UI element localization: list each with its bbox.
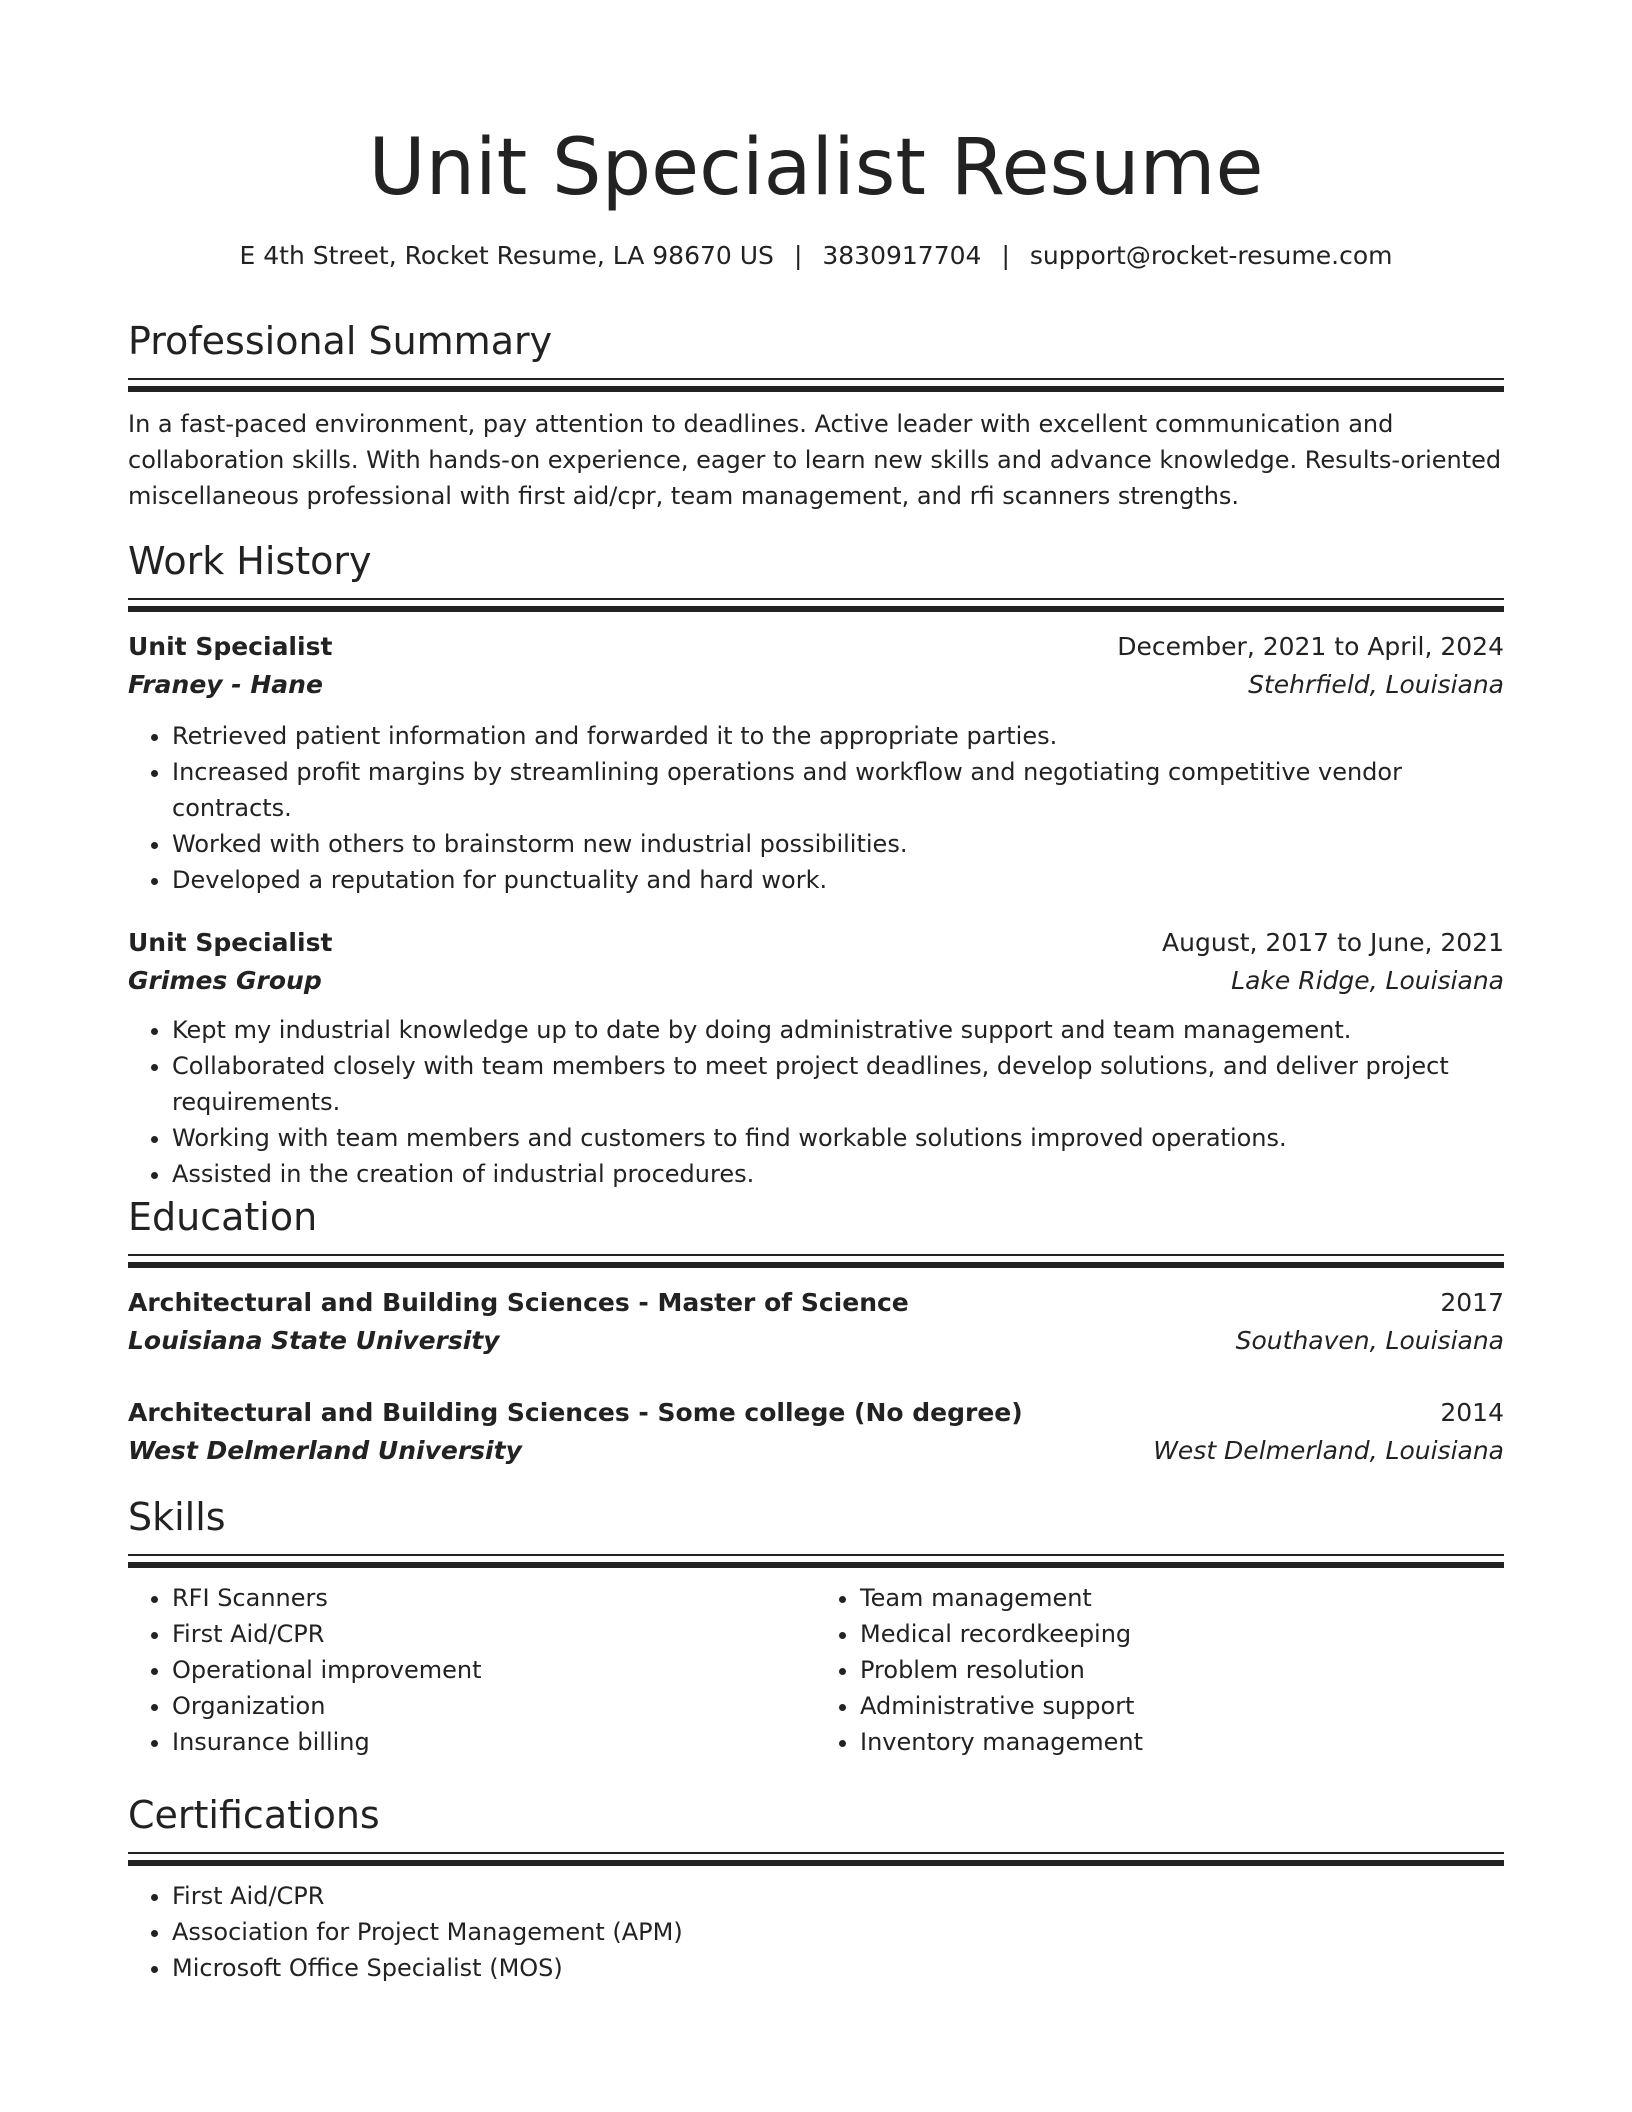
list-item: • RFI Scanners: [172, 1580, 816, 1616]
contact-separator: |: [1001, 241, 1010, 270]
job-location: Lake Ridge, Louisiana: [1231, 966, 1504, 995]
list-item: • Organization: [172, 1688, 816, 1724]
list-item: • Working with team members and customers to find workable solutions improved operations.: [172, 1120, 1504, 1156]
list-item: • Microsoft Office Specialist (MOS): [172, 1950, 1504, 1986]
section-divider: [128, 1852, 1504, 1854]
section-divider: [128, 1262, 1504, 1268]
section-divider: [128, 598, 1504, 600]
list-item: • Increased profit margins by streamlining operations and workflow and negotiating competitive vendor contracts.: [172, 754, 1504, 826]
education-section: [128, 1192, 1504, 1470]
section-title-education: Education: [128, 1195, 318, 1239]
list-item: • Retrieved patient information and forwarded it to the appropriate parties.: [172, 718, 1504, 754]
job-bullets: [128, 1012, 1504, 1192]
job-bullets: [128, 718, 1504, 898]
section-divider: [128, 386, 1504, 392]
certifications-section: [128, 1790, 1504, 1986]
section-title-summary: Professional Summary: [128, 319, 553, 363]
job-company: Grimes Group: [128, 966, 322, 995]
job-header: [128, 628, 1504, 666]
job-company: Franey - Hane: [128, 670, 323, 699]
list-item: • Team management: [860, 1580, 1504, 1616]
job-entry: [128, 924, 1504, 1192]
skills-list-right: [816, 1580, 1504, 1760]
list-item: • First Aid/CPR: [172, 1878, 1504, 1914]
summary-section: [128, 316, 1504, 514]
skills-section: [128, 1492, 1504, 1760]
job-dates: December, 2021 to April, 2024: [1117, 632, 1504, 661]
education-subheader: [128, 1432, 1504, 1470]
section-title-certifications: Certifications: [128, 1793, 380, 1837]
skills-columns: [128, 1580, 1504, 1760]
section-divider: [128, 606, 1504, 612]
contact-email: support@rocket-resume.com: [1029, 241, 1393, 270]
list-item: • Kept my industrial knowledge up to date by doing administrative support and team management.: [172, 1012, 1504, 1048]
skills-list-left: [128, 1580, 816, 1760]
list-item: • Inventory management: [860, 1724, 1504, 1760]
section-title-work: Work History: [128, 539, 372, 583]
list-item: • First Aid/CPR: [172, 1616, 816, 1652]
contact-address: E 4th Street, Rocket Resume, LA 98670 US: [239, 241, 774, 270]
contact-line: [128, 238, 1504, 274]
education-year: 2017: [1440, 1288, 1504, 1317]
list-item: • Collaborated closely with team members to meet project deadlines, develop solutions, and deliver project requirements.: [172, 1048, 1504, 1120]
job-position: Unit Specialist: [128, 632, 333, 661]
contact-separator: |: [793, 241, 803, 270]
education-degree: Architectural and Building Sciences - Master of Science: [128, 1288, 909, 1317]
education-degree: Architectural and Building Sciences - Some college (No degree): [128, 1398, 1023, 1427]
section-divider: [128, 1860, 1504, 1866]
list-item: • Assisted in the creation of industrial procedures.: [172, 1156, 1504, 1192]
resume-title: Unit Specialist Resume: [368, 123, 1264, 213]
list-item: • Operational improvement: [172, 1652, 816, 1688]
education-school: West Delmerland University: [128, 1436, 522, 1465]
section-divider: [128, 378, 1504, 380]
work-history-section: [128, 536, 1504, 1192]
job-dates: August, 2017 to June, 2021: [1162, 928, 1504, 957]
certifications-list: [128, 1878, 1504, 1986]
job-subheader: [128, 666, 1504, 704]
list-item: • Medical recordkeeping: [860, 1616, 1504, 1652]
job-entry: [128, 628, 1504, 898]
job-header: [128, 924, 1504, 962]
section-divider: [128, 1554, 1504, 1556]
job-subheader: [128, 962, 1504, 1000]
list-item: • Administrative support: [860, 1688, 1504, 1724]
job-location: Stehrfield, Louisiana: [1248, 670, 1504, 699]
education-year: 2014: [1440, 1398, 1504, 1427]
list-item: • Problem resolution: [860, 1652, 1504, 1688]
education-entry: [128, 1284, 1504, 1360]
list-item: • Developed a reputation for punctuality and hard work.: [172, 862, 1504, 898]
education-subheader: [128, 1322, 1504, 1360]
list-item: • Insurance billing: [172, 1724, 816, 1760]
section-divider: [128, 1254, 1504, 1256]
job-position: Unit Specialist: [128, 928, 333, 957]
contact-phone: 3830917704: [822, 241, 982, 270]
education-location: West Delmerland, Louisiana: [1153, 1436, 1504, 1465]
section-divider: [128, 1562, 1504, 1568]
education-header: [128, 1394, 1504, 1432]
list-item: • Worked with others to brainstorm new industrial possibilities.: [172, 826, 1504, 862]
education-entry: [128, 1394, 1504, 1470]
education-header: [128, 1284, 1504, 1322]
section-title-skills: Skills: [128, 1495, 226, 1539]
list-item: • Association for Project Management (APM): [172, 1914, 1504, 1950]
summary-text: In a fast-paced environment, pay attention to deadlines. Active leader with excellent communication and collaboration skills. With hands-on experience, eager to learn new skills and advance knowledge. Results-oriented miscellaneous professional with first aid/cpr, team management, and rfi scanners strengths.: [128, 410, 1502, 510]
education-location: Southaven, Louisiana: [1235, 1326, 1504, 1355]
education-school: Louisiana State University: [128, 1326, 500, 1355]
